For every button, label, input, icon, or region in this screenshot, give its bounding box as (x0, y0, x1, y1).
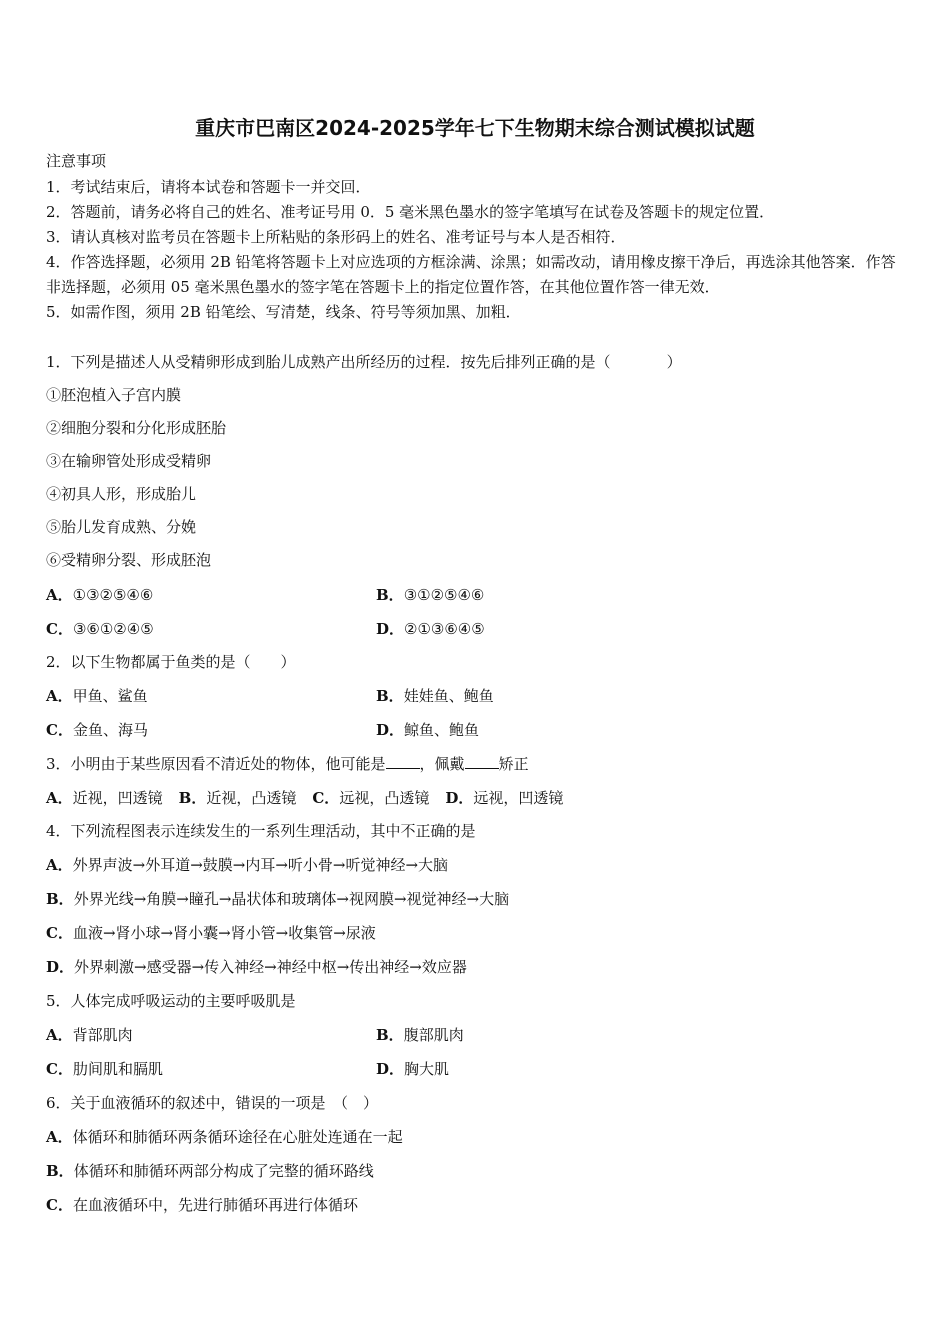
option-text: 血液→肾小球→肾小囊→肾小管→收集管→尿液 (72, 924, 376, 942)
notice-item: 5．如需作图，须用 2B 铅笔绘、写清楚，线条、符号等须加黑、加粗． (46, 303, 521, 321)
option-letter: B． (46, 1162, 74, 1180)
option-c (46, 618, 154, 639)
option-text: ③⑥①②④⑤ (72, 620, 154, 638)
option-d (376, 618, 485, 639)
option-b (179, 789, 297, 807)
option-text: ③①②⑤④⑥ (403, 586, 485, 604)
option-text: 鲸鱼、鲍鱼 (404, 721, 480, 739)
option-letter: D． (376, 620, 405, 638)
option-text: 远视，凸透镜 (339, 789, 430, 807)
option-c (46, 719, 148, 740)
answer-blank (465, 754, 499, 769)
option-letter: D． (376, 1060, 405, 1078)
question-3-text: ，佩戴 (419, 755, 465, 773)
page-title: 重庆市巴南区2024-2025学年七下生物期末综合测试模拟试题 (195, 116, 755, 140)
notice-item: 2．答题前，请务必将自己的姓名、准考证号用 0．5 毫米黑色墨水的签字笔填写在试卷及答题卡的规定位置． (46, 203, 775, 221)
option-c (46, 922, 376, 943)
option-letter: D． (46, 958, 75, 976)
option-text: 近视，凸透镜 (206, 789, 297, 807)
question-3-stem (46, 753, 529, 774)
question-1-step: ④初具人形，形成胎儿 (46, 485, 197, 503)
notice-item: 1．考试结束后，请将本试卷和答题卡一并交回． (46, 178, 371, 196)
option-text: 外界光线→角膜→瞳孔→晶状体和玻璃体→视网膜→视觉神经→大脑 (73, 890, 510, 908)
question-3-text: 矫正 (498, 755, 529, 773)
option-letter: A． (46, 856, 73, 874)
option-letter: C． (46, 1060, 73, 1078)
option-text: ①③②⑤④⑥ (72, 586, 154, 604)
option-text: ②①③⑥④⑤ (404, 620, 485, 638)
option-c (46, 1058, 163, 1079)
option-c (312, 789, 429, 807)
option-letter: B． (46, 890, 74, 908)
option-text: 外界刺激→感受器→传入神经→神经中枢→传出神经→效应器 (74, 958, 467, 976)
option-letter: C． (46, 620, 73, 638)
question-1-step: ③在输卵管处形成受精卵 (46, 452, 212, 470)
question-1-step: ⑥受精卵分裂、形成胚泡 (46, 551, 212, 569)
option-a (46, 789, 163, 807)
option-c (46, 1194, 358, 1215)
question-1-text: 1．下列是描述人从受精卵形成到胎儿成熟产出所经历的过程．按先后排列正确的是（ (46, 353, 611, 371)
option-text: 胸大肌 (404, 1060, 450, 1078)
option-text: 外界声波→外耳道→鼓膜→内耳→听小骨→听觉神经→大脑 (72, 856, 449, 874)
option-letter: B． (178, 789, 207, 807)
option-letter: D． (376, 721, 405, 739)
option-a (46, 1126, 403, 1147)
question-5-stem: 5．人体完成呼吸运动的主要呼吸肌是 (46, 992, 296, 1010)
option-d (46, 956, 467, 977)
option-text: 远视，凹透镜 (473, 789, 564, 807)
notice-list (46, 175, 906, 325)
question-1-stem (46, 351, 682, 372)
option-letter: C． (46, 1196, 73, 1214)
option-letter: C． (46, 924, 73, 942)
option-letter: D． (445, 789, 474, 807)
question-1-paren-close: ） (666, 353, 682, 371)
option-text: 体循环和肺循环两部分构成了完整的循环路线 (73, 1162, 374, 1180)
option-a (46, 1024, 133, 1045)
option-text: 娃娃鱼、鲍鱼 (403, 687, 494, 705)
answer-blank (386, 754, 420, 769)
option-b (376, 1024, 464, 1045)
question-3-text: 3．小明由于某些原因看不清近处的物体，他可能是 (46, 755, 386, 773)
option-b (46, 888, 509, 909)
option-d (376, 1058, 449, 1079)
question-4-stem: 4．下列流程图表示连续发生的一系列生理活动，其中不正确的是 (46, 822, 476, 840)
option-letter: C． (312, 789, 340, 807)
option-text: 近视，凹透镜 (72, 789, 163, 807)
option-letter: B． (376, 687, 404, 705)
option-text: 甲鱼、鲨鱼 (72, 687, 148, 705)
question-1-step: ⑤胎儿发育成熟、分娩 (46, 518, 197, 536)
option-text: 在血液循环中，先进行肺循环再进行体循环 (72, 1196, 358, 1214)
notice-heading: 注意事项 (46, 152, 107, 170)
option-text: 腹部肌肉 (403, 1026, 464, 1044)
question-1-step: ①胚泡植入子宫内膜 (46, 386, 182, 404)
option-letter: B． (376, 586, 404, 604)
question-1-step: ②细胞分裂和分化形成胚胎 (46, 419, 227, 437)
option-letter: B． (376, 1026, 404, 1044)
option-b (376, 685, 494, 706)
option-letter: A． (46, 586, 73, 604)
option-text: 体循环和肺循环两条循环途径在心脏处连通在一起 (72, 1128, 403, 1146)
option-letter: C． (46, 721, 73, 739)
option-text: 背部肌肉 (72, 1026, 133, 1044)
option-letter: A． (46, 687, 73, 705)
option-b (46, 1160, 374, 1181)
question-6-stem: 6．关于血液循环的叙述中，错误的一项是 （ ） (46, 1094, 379, 1112)
option-a (46, 685, 148, 706)
option-letter: A． (46, 789, 73, 807)
option-b (376, 584, 484, 605)
question-2-stem: 2．以下生物都属于鱼类的是（ ） (46, 653, 296, 671)
option-a (46, 584, 153, 605)
option-letter: A． (46, 1026, 73, 1044)
question-3-options (46, 787, 579, 808)
option-letter: A． (46, 1128, 73, 1146)
notice-item: 3．请认真核对监考员在答题卡上所粘贴的条形码上的姓名、准考证号与本人是否相符． (46, 228, 626, 246)
option-text: 肋间肌和膈肌 (72, 1060, 163, 1078)
option-d (445, 789, 563, 807)
option-text: 金鱼、海马 (72, 721, 148, 739)
option-d (376, 719, 479, 740)
option-a (46, 854, 448, 875)
notice-item: 4．作答选择题，必须用 2B 铅笔将答题卡上对应选项的方框涂满、涂黑；如需改动，请用橡皮擦干净后，再选涂其他答案．作答非选择题，必须用 05 毫米黑色墨水的签字笔在答题卡上的指定位置作答，在其他位置作答一律无效． (46, 253, 896, 296)
